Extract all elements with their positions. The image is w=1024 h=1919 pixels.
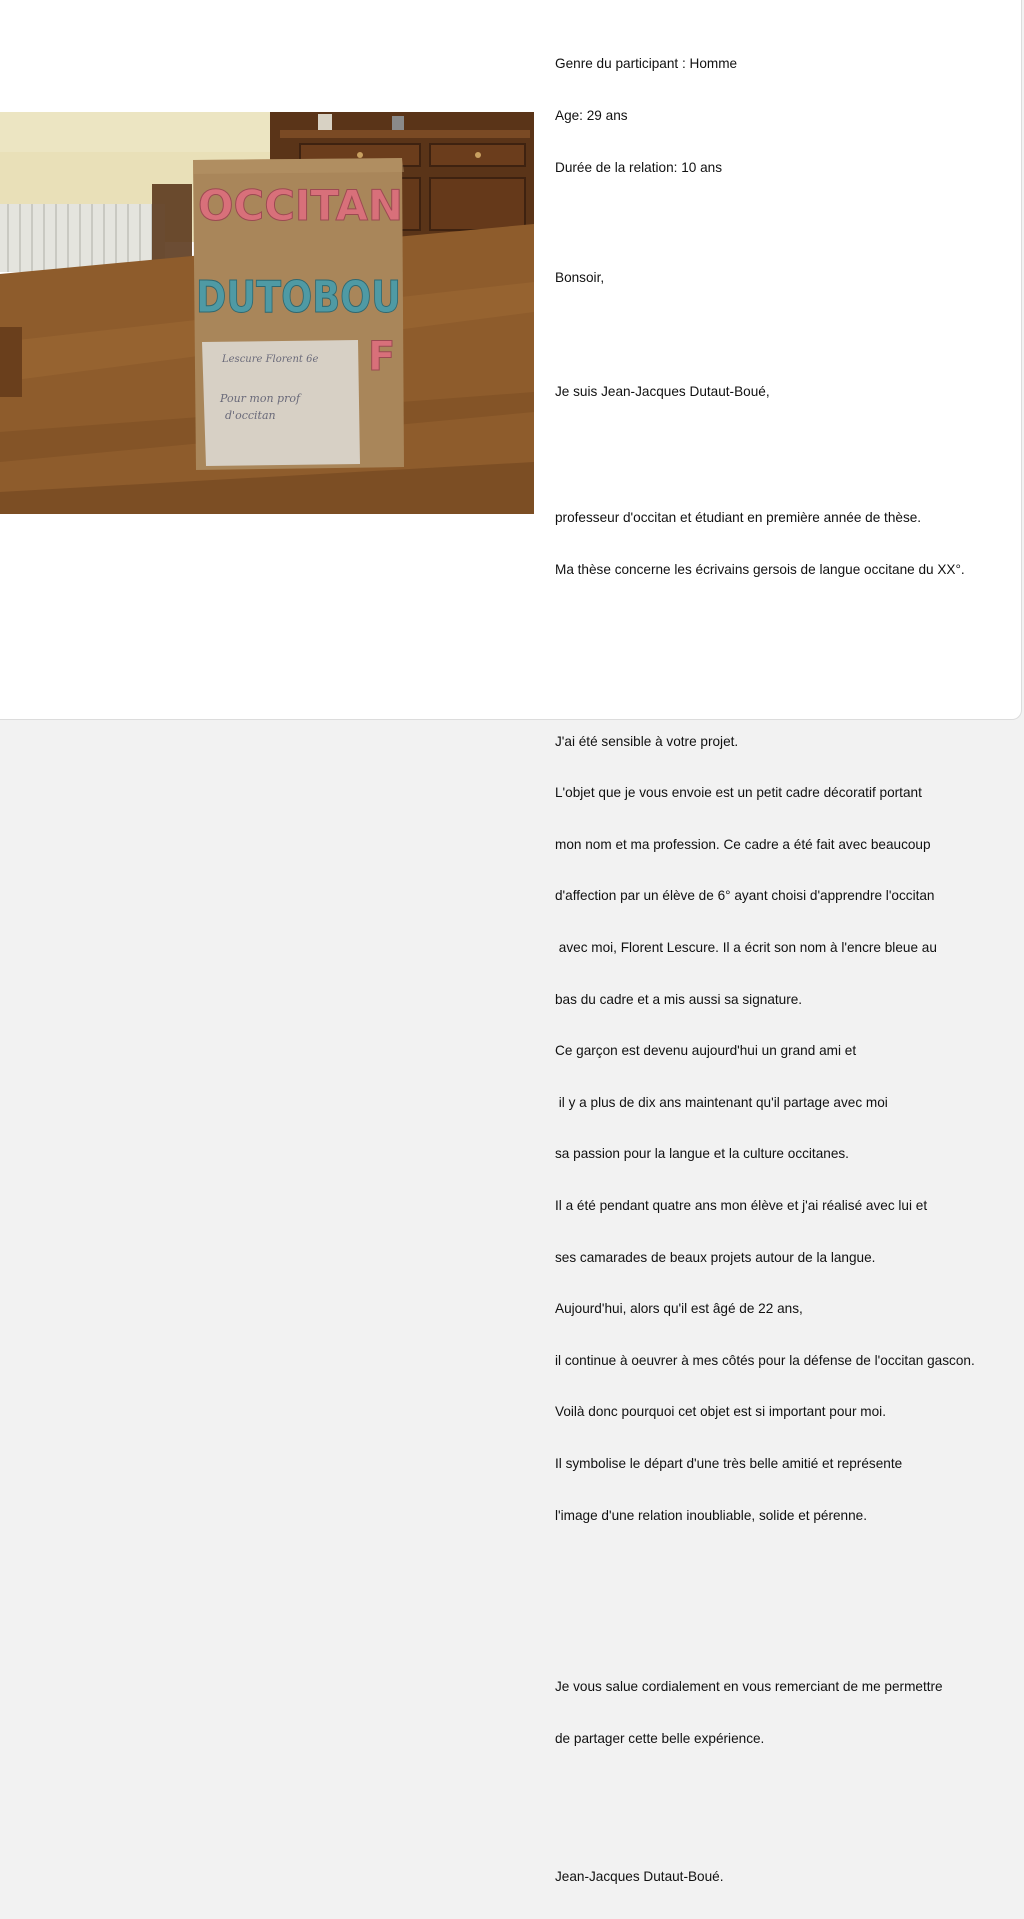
board-letter-f: F bbox=[368, 334, 396, 380]
occitan-frame-photo bbox=[0, 112, 534, 514]
letter-text bbox=[555, 21, 1015, 1919]
letter-intro: Je suis Jean-Jacques Dutaut-Boué, bbox=[555, 383, 770, 399]
letter-paragraph-2 bbox=[555, 698, 1015, 1558]
chair-shape bbox=[152, 184, 192, 264]
paragraph-line: il continue à oeuvrer à mes côtés pour la défense de l'occitan gascon. bbox=[555, 1352, 975, 1368]
letter-paragraph-3 bbox=[555, 1644, 1015, 1782]
paragraph-line: ses camarades de beaux projets autour de la langue. bbox=[555, 1249, 876, 1265]
board-word-dutobou: DUTOBOU bbox=[196, 272, 401, 323]
paragraph-line: L'objet que je vous envoie est un petit cadre décoratif portant bbox=[555, 785, 922, 801]
paragraph-line: Aujourd'hui, alors qu'il est âgé de 22 ans, bbox=[555, 1301, 803, 1317]
paragraph-line: J'ai été sensible à votre projet. bbox=[555, 733, 739, 749]
letter-greeting: Bonsoir, bbox=[555, 269, 605, 285]
header-age: Age: 29 ans bbox=[555, 108, 628, 124]
paragraph-line: Il symbolise le départ d'une très belle amitié et représente bbox=[555, 1456, 903, 1472]
paragraph-line: Ce garçon est devenu aujourd'hui un grand ami et bbox=[555, 1043, 857, 1059]
paragraph-line: de partager cette belle expérience. bbox=[555, 1731, 765, 1747]
note-line-2: Pour mon prof bbox=[220, 392, 301, 405]
paragraph-line: bas du cadre et a mis aussi sa signature. bbox=[555, 991, 803, 1007]
header-duration: Durée de la relation: 10 ans bbox=[555, 159, 723, 175]
note-line-3: d'occitan bbox=[225, 409, 276, 422]
header-gender: Genre du participant : Homme bbox=[555, 56, 738, 72]
note-line-1: Lescure Florent 6e bbox=[222, 354, 319, 365]
paragraph-line: Il a été pendant quatre ans mon élève et j'ai réalisé avec lui et bbox=[555, 1198, 928, 1213]
paragraph-line: sa passion pour la langue et la culture occitanes. bbox=[555, 1146, 849, 1162]
board-word-occitan: OCCITAN bbox=[198, 181, 403, 230]
paragraph-line: Je vous salue cordialement en vous remerciant de me permettre bbox=[555, 1679, 943, 1695]
paragraph-line: il y a plus de dix ans maintenant qu'il partage avec moi bbox=[555, 1094, 888, 1110]
paragraph-line: d'affection par un élève de 6° ayant choisi d'apprendre l'occitan bbox=[555, 888, 935, 904]
paragraph-line: professeur d'occitan et étudiant en première année de thèse. bbox=[555, 510, 922, 526]
paragraph-line: l'image d'une relation inoubliable, solide et pérenne. bbox=[555, 1507, 868, 1523]
paragraph-line: Ma thèse concerne les écrivains gersois de langue occitane du XX°. bbox=[555, 561, 965, 577]
paragraph-line: avec moi, Florent Lescure. Il a écrit son nom à l'encre bleue au bbox=[555, 939, 937, 955]
paragraph-line: Voilà donc pourquoi cet objet est si important pour moi. bbox=[555, 1404, 886, 1420]
letter-paragraph-1 bbox=[555, 475, 1015, 613]
letter-signature: Jean-Jacques Dutaut-Boué. bbox=[555, 1868, 724, 1884]
paragraph-line: mon nom et ma profession. Ce cadre a été fait avec beaucoup bbox=[555, 836, 931, 852]
